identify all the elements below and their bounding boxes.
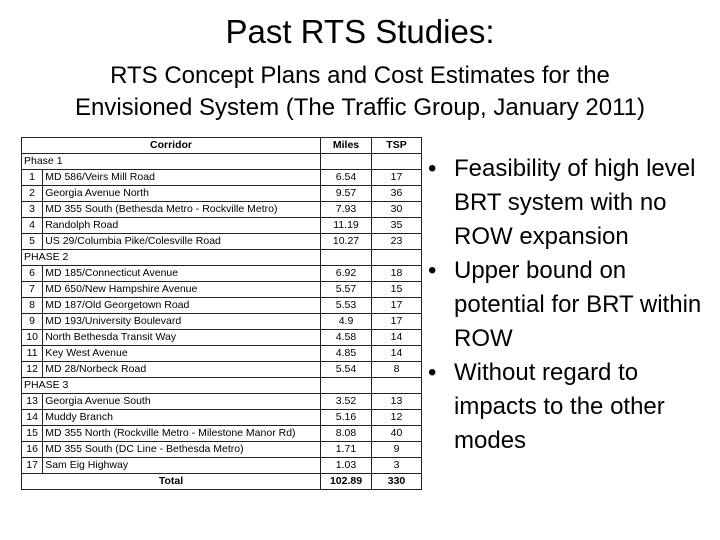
phase-miles-blank [321,378,372,394]
corridor-name: MD 355 South (DC Line - Bethesda Metro) [43,442,321,458]
tsp-value: 14 [372,346,422,362]
table-header-row [22,138,422,154]
miles-value: 8.08 [321,426,372,442]
tsp-value: 35 [372,218,422,234]
table-row [22,266,422,282]
miles-value: 4.85 [321,346,372,362]
row-number: 10 [22,330,43,346]
slide-subtitle [0,60,720,124]
table-row [22,234,422,250]
table-row [22,394,422,410]
tsp-value: 3 [372,458,422,474]
corridor-name: Georgia Avenue North [43,186,321,202]
row-number: 16 [22,442,43,458]
total-label: Total [22,474,321,490]
total-miles: 102.89 [321,474,372,490]
tsp-value: 36 [372,186,422,202]
corridor-name: Georgia Avenue South [43,394,321,410]
phase-header-row [22,250,422,266]
table-row [22,410,422,426]
bullet-item [428,254,713,356]
phase-miles-blank [321,154,372,170]
table-row [22,202,422,218]
miles-value: 5.57 [321,282,372,298]
row-number: 9 [22,314,43,330]
bullet-dot-icon: • [428,257,437,284]
miles-value: 3.52 [321,394,372,410]
row-number: 8 [22,298,43,314]
row-number: 1 [22,170,43,186]
bullet-item [428,356,713,458]
miles-value: 5.16 [321,410,372,426]
corridor-name: MD 355 North (Rockville Metro - Milestone Manor Rd) [43,426,321,442]
bullet-text: Feasibility of high level BRT system with no ROW expansion [454,155,696,250]
miles-value: 5.53 [321,298,372,314]
table-row [22,458,422,474]
phase-miles-blank [321,250,372,266]
table-row [22,346,422,362]
table-row [22,298,422,314]
table-body [22,154,422,474]
row-number: 11 [22,346,43,362]
tsp-value: 8 [372,362,422,378]
corridor-table-container [21,137,422,490]
phase-tsp-blank [372,378,422,394]
row-number: 14 [22,410,43,426]
table-row [22,218,422,234]
miles-value: 10.27 [321,234,372,250]
table-row [22,330,422,346]
bullet-dot-icon: • [428,359,437,386]
tsp-value: 13 [372,394,422,410]
table-row [22,186,422,202]
corridor-name: Randolph Road [43,218,321,234]
header-tsp: TSP [372,138,422,154]
corridor-name: MD 28/Norbeck Road [43,362,321,378]
tsp-value: 15 [372,282,422,298]
table-row [22,170,422,186]
row-number: 15 [22,426,43,442]
corridor-name: Sam Eig Highway [43,458,321,474]
bullet-text: Upper bound on potential for BRT within ROW [454,257,702,352]
row-number: 4 [22,218,43,234]
header-miles: Miles [321,138,372,154]
corridor-name: US 29/Columbia Pike/Colesville Road [43,234,321,250]
tsp-value: 9 [372,442,422,458]
total-tsp: 330 [372,474,422,490]
miles-value: 4.9 [321,314,372,330]
bullet-dot-icon: • [428,155,437,182]
row-number: 17 [22,458,43,474]
corridor-name: Key West Avenue [43,346,321,362]
row-number: 13 [22,394,43,410]
tsp-value: 17 [372,170,422,186]
table-row [22,314,422,330]
phase-tsp-blank [372,250,422,266]
miles-value: 6.92 [321,266,372,282]
table-row [22,282,422,298]
tsp-value: 40 [372,426,422,442]
corridor-name: MD 187/Old Georgetown Road [43,298,321,314]
tsp-value: 12 [372,410,422,426]
corridor-name: MD 185/Connecticut Avenue [43,266,321,282]
tsp-value: 17 [372,314,422,330]
miles-value: 7.93 [321,202,372,218]
phase-header-row [22,378,422,394]
row-number: 2 [22,186,43,202]
slide-title: Past RTS Studies: [225,13,495,50]
corridor-name: MD 586/Veirs Mill Road [43,170,321,186]
miles-value: 1.71 [321,442,372,458]
table-row [22,426,422,442]
miles-value: 9.57 [321,186,372,202]
miles-value: 6.54 [321,170,372,186]
phase-tsp-blank [372,154,422,170]
corridor-name: MD 650/New Hampshire Avenue [43,282,321,298]
corridor-name: Muddy Branch [43,410,321,426]
row-number: 6 [22,266,43,282]
bullet-text: Without regard to impacts to the other modes [454,359,665,454]
miles-value: 5.54 [321,362,372,378]
row-number: 3 [22,202,43,218]
table-row [22,362,422,378]
tsp-value: 30 [372,202,422,218]
subtitle-line-1: RTS Concept Plans and Cost Estimates for the [110,62,610,89]
bullet-list [428,152,713,458]
phase-label: Phase 1 [22,154,321,170]
corridor-name: MD 193/University Boulevard [43,314,321,330]
phase-header-row [22,154,422,170]
phase-label: PHASE 2 [22,250,321,266]
corridor-name: MD 355 South (Bethesda Metro - Rockville Metro) [43,202,321,218]
tsp-value: 17 [372,298,422,314]
tsp-value: 23 [372,234,422,250]
header-corridor: Corridor [22,138,321,154]
phase-label: PHASE 3 [22,378,321,394]
corridor-name: North Bethesda Transit Way [43,330,321,346]
row-number: 5 [22,234,43,250]
subtitle-line-2: Envisioned System (The Traffic Group, January 2011) [74,94,646,121]
miles-value: 11.19 [321,218,372,234]
row-number: 7 [22,282,43,298]
bullet-item [428,152,713,254]
miles-value: 1.03 [321,458,372,474]
miles-value: 4.58 [321,330,372,346]
corridor-table [21,137,422,490]
tsp-value: 14 [372,330,422,346]
table-total-row [22,474,422,490]
tsp-value: 18 [372,266,422,282]
table-row [22,442,422,458]
row-number: 12 [22,362,43,378]
